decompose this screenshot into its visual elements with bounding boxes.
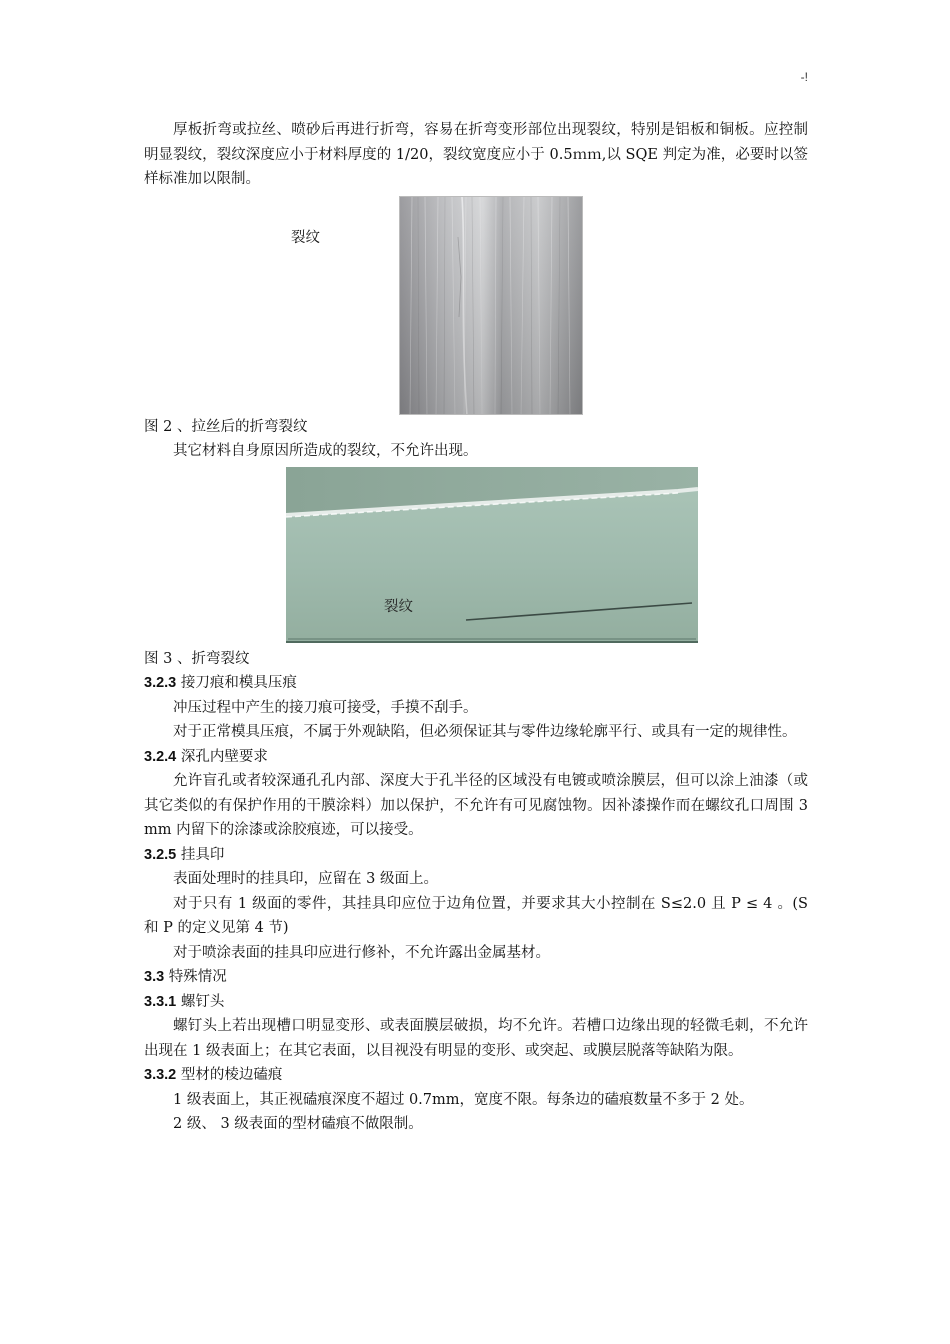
section-number: 3.3.1	[144, 993, 177, 1010]
paragraph: 2 级、 3 级表面的型材磕痕不做限制。	[173, 1116, 423, 1132]
paragraph: 表面处理时的挂具印，应留在 3 级面上。	[173, 871, 438, 887]
figure-2-caption: 图 2 、拉丝后的折弯裂纹	[144, 418, 308, 435]
paragraph-intro: 厚板折弯或拉丝、喷砂后再进行折弯，容易在折弯变形部位出现裂纹，特别是铝板和铜板。应控制明显裂纹，裂纹深度应小于材料厚度的 1/20，裂纹宽度应小于 0.5ｍｍ,以 SQE 判定为准，必要时以签样标准加以限制。	[144, 122, 808, 187]
section-heading-3-2-3	[144, 671, 808, 696]
section-title: 接刀痕和模具压痕	[180, 675, 297, 691]
figure-3-label: 裂纹	[384, 598, 413, 615]
document-body	[144, 118, 808, 1137]
section-title: 深孔内壁要求	[180, 748, 268, 765]
section-number: 3.3	[144, 969, 165, 985]
section-heading-3-3-2	[144, 1063, 808, 1088]
figure-2-label: 裂纹	[291, 229, 320, 246]
section-number: 3.2.3	[144, 675, 177, 691]
paragraph: 允许盲孔或者较深通孔孔内部、深度大于孔半径的区域没有电镀或喷涂膜层，但可以涂上油漆（或其它类似的有保护作用的干膜涂料）加以保护，不允许有可见腐蚀物。因补漆操作而在螺纹孔口周围 3 mm 内留下的涂漆或涂胶痕迹，可以接受。	[144, 773, 808, 838]
section-number: 3.2.4	[144, 748, 177, 765]
page-mark: -!	[800, 70, 808, 84]
section-number: 3.3.2	[144, 1067, 177, 1083]
bent-plate-crack-photo	[286, 467, 698, 643]
section-title: 挂具印	[180, 846, 225, 863]
figure-3	[144, 467, 808, 643]
paragraph: 螺钉头上若出现槽口明显变形、或表面膜层破损，均不允许。若槽口边缘出现的轻微毛刺，不允许出现在 1 级表面上；在其它表面，以目视没有明显的变形、或突起、或膜层脱落等缺陷为限。	[144, 1018, 808, 1059]
section-heading-3-2-4	[144, 745, 808, 770]
paragraph: 对于只有 1 级面的零件，其挂具印应位于边角位置，并要求其大小控制在 S≤2.0 且 P ≤ 4 。(S 和 P 的定义见第 4 节)	[144, 895, 808, 936]
brushed-metal-crack-photo	[399, 196, 583, 415]
figure-3-caption: 图 3 、折弯裂纹	[144, 650, 250, 667]
paragraph: 1 级表面上，其正视磕痕深度不超过 0.7mm，宽度不限。每条边的磕痕数量不多于 2 处。	[173, 1091, 754, 1108]
paragraph: 对于喷涂表面的挂具印应进行修补，不允许露出金属基材。	[173, 944, 550, 961]
figure-2	[144, 196, 808, 415]
paragraph: 对于正常模具压痕，不属于外观缺陷，但必须保证其与零件边缘轮廓平行、或具有一定的规律性。	[173, 724, 797, 740]
section-number: 3.2.5	[144, 846, 177, 863]
section-title: 螺钉头	[180, 993, 225, 1010]
section-heading-3-3-1	[144, 990, 808, 1015]
section-heading-3-3	[144, 965, 808, 990]
section-title: 特殊情况	[168, 969, 227, 985]
paragraph-other-material: 其它材料自身原因所造成的裂纹，不允许出现。	[173, 443, 478, 459]
section-title: 型材的棱边磕痕	[180, 1067, 283, 1083]
section-heading-3-2-5	[144, 843, 808, 868]
paragraph: 冲压过程中产生的接刀痕可接受，手摸不刮手。	[173, 699, 478, 716]
